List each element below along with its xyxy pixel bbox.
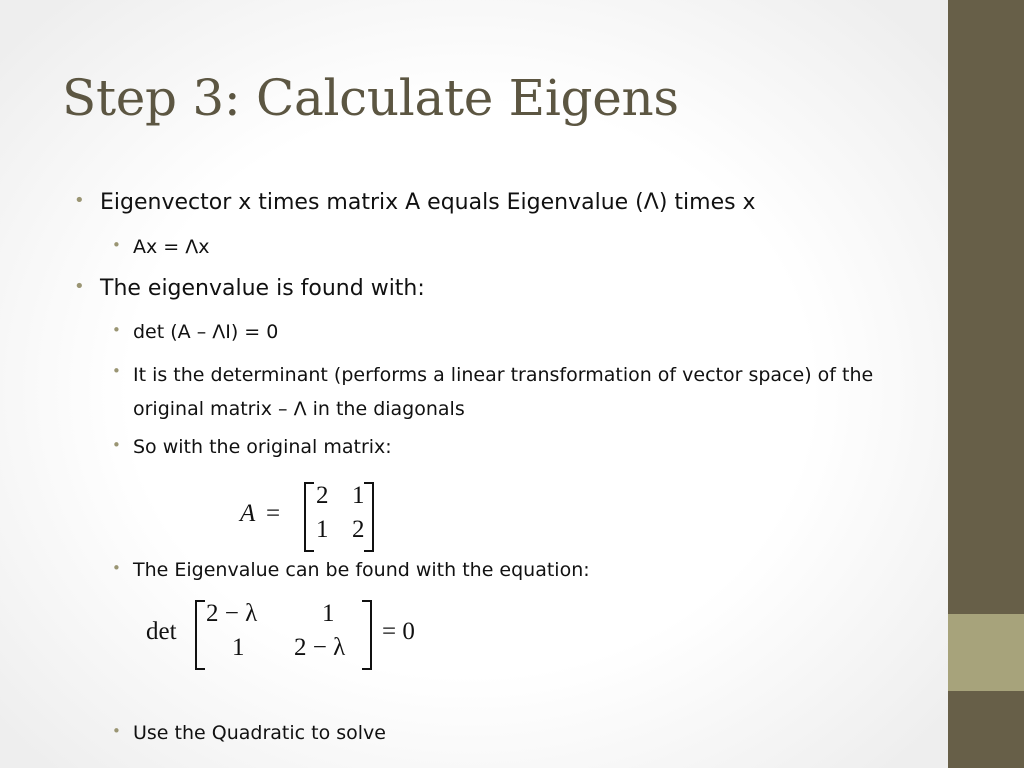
left-bracket <box>195 600 205 670</box>
bullet-text: Eigenvector x times matrix A equals Eigenvalue (Λ) times x <box>100 190 756 215</box>
bullet-marker: • <box>74 190 85 211</box>
equals-zero: = 0 <box>382 618 415 645</box>
bullet-text: It is the determinant (performs a linear transformation of vector space) of the original matrix – Λ in the diagonals <box>133 364 874 420</box>
bullet-marker: • <box>112 362 121 380</box>
matrix-entry: 2 <box>352 516 365 543</box>
bullet-text: det (A – ΛI) = 0 <box>133 321 279 343</box>
left-bracket <box>304 482 314 552</box>
matrix-entry: 1 <box>322 600 335 627</box>
equals-sign: = <box>266 500 281 527</box>
determinant-equation <box>146 596 436 674</box>
matrix-entry: 1 <box>232 634 245 661</box>
matrix-entry: 1 <box>316 516 329 543</box>
bullet-marker: • <box>112 321 121 339</box>
matrix-entry: 2 <box>316 482 329 509</box>
bullet-marker: • <box>112 722 121 740</box>
bullet-marker: • <box>112 436 121 454</box>
bullet-marker: • <box>112 559 121 577</box>
bullet-text: So with the original matrix: <box>133 436 392 458</box>
bullet-marker: • <box>112 236 121 254</box>
matrix-entry: 2 − λ <box>206 600 258 627</box>
matrix-a-equation <box>240 478 390 554</box>
matrix-entry: 2 − λ <box>294 634 346 661</box>
slide-title: Step 3: Calculate Eigens <box>62 69 679 127</box>
right-bracket <box>362 600 372 670</box>
bullet-text: Use the Quadratic to solve <box>133 722 386 744</box>
matrix-lhs: A <box>240 500 256 527</box>
matrix-entry: 1 <box>352 482 365 509</box>
side-accent-block <box>948 614 1024 691</box>
bullet-marker: • <box>74 276 85 297</box>
det-operator: det <box>146 618 177 645</box>
right-bracket <box>364 482 374 552</box>
bullet-text: Ax = Λx <box>133 236 210 258</box>
bullet-text: The Eigenvalue can be found with the equation: <box>133 559 590 581</box>
bullet-text: The eigenvalue is found with: <box>100 276 425 301</box>
